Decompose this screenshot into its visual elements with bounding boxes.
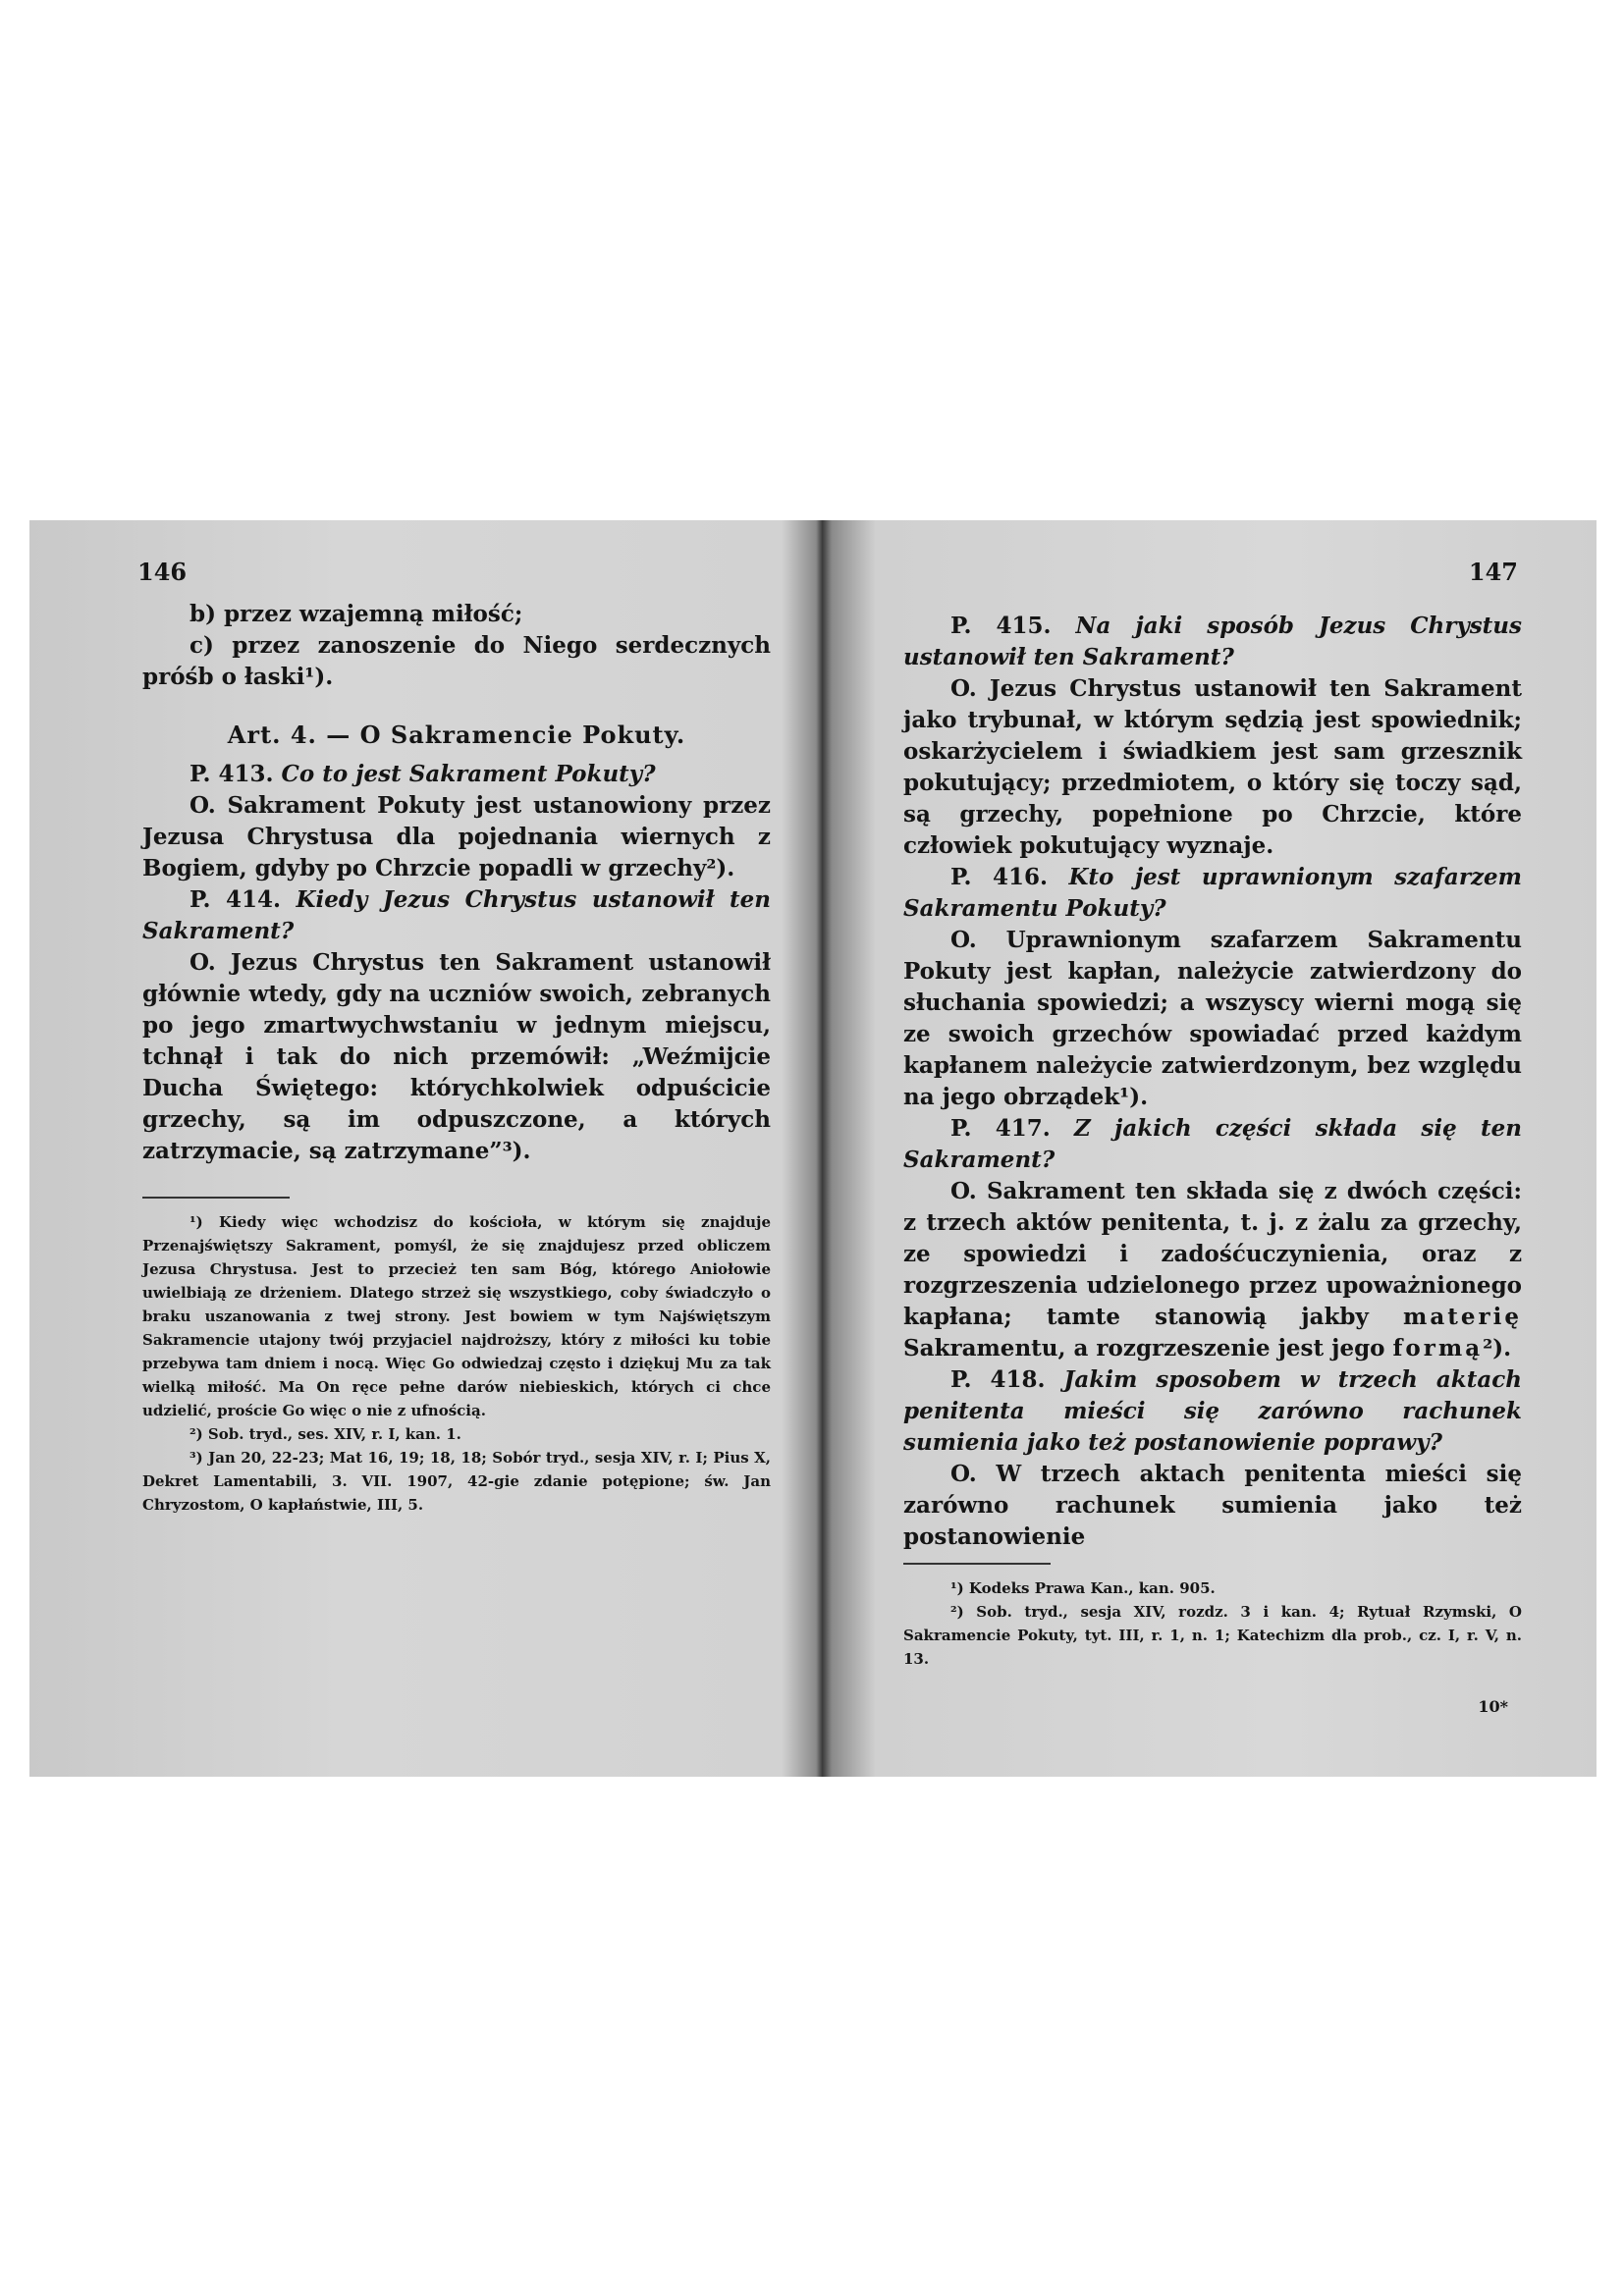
question-418: P. 418. Jakim sposobem w trzech aktach penitenta mieści się zarówno rachunek sumienia jako też postanowienie poprawy? — [903, 1366, 1522, 1456]
answer-416: O. Uprawnionym szafarzem Sakramentu Pokuty jest kapłan, należycie zatwierdzony do słuchania spowiedzi; a wszyscy wierni mogą się ze swoich grzechów spowiadać przed każdym kapłanem należycie zatwierdzonym, bez względu na jego obrządek¹). — [903, 927, 1522, 1110]
question-416: P. 416. Kto jest uprawnionym szafarzem Sakramentu Pokuty? — [903, 864, 1522, 922]
footnote-divider — [142, 1197, 290, 1199]
page-number: 147 — [1468, 558, 1518, 586]
footnote-1: ¹) Kiedy więc wchodzisz do kościoła, w którym się znajduje Przenajświętszy Sakrament, pomyśl, że się znajdujesz przed obliczem Jezusa Chrystusa. Jest to przecież ten sam Bóg, którego Aniołowie uwielbiają ze drżeniem. Dlatego strzeż się wszystkiego, coby świadczyło o braku uszanowania z twej strony. Jest bowiem w tym Najświętszym Sakramencie utajony twój przyjaciel najdroższy, który z miłości ku tobie przebywa tam dniem i nocą. Więc Go odwiedzaj często i dziękuj Mu za tak wielką miłość. Ma On ręce pełne darów niebieskich, których ci chce udzielić, proście Go więc o nie z ufnością. — [142, 1213, 771, 1419]
right-column — [903, 611, 1522, 1671]
article-heading: Art. 4. — O Sakramencie Pokuty. — [227, 721, 686, 749]
question-417: P. 417. Z jakich części składa się ten Sakrament? — [903, 1115, 1522, 1173]
printer-signature-mark: 10* — [1478, 1697, 1508, 1716]
footnote-1: ¹) Kodeks Prawa Kan., kan. 905. — [950, 1579, 1216, 1597]
answer-415: O. Jezus Chrystus ustanowił ten Sakrament jako trybunał, w którym sędzią jest spowiednik; oskarżycielem i świadkiem jest sam grzesznik pokutujący; przedmiotem, o który się toczy sąd, są grzechy, popełnione po Chrzcie, które człowiek pokutujący wyznaje. — [903, 675, 1522, 859]
spaced-term-forma: formą — [1392, 1335, 1484, 1362]
footnote-3: ³) Jan 20, 22-23; Mat 16, 19; 18, 18; Sobór tryd., sesja XIV, r. I; Pius X, Dekret Lamentabili, 3. VII. 1907, 42-gie zdanie potępione; św. Jan Chryzostom, O kapłaństwie, III, 5. — [142, 1449, 771, 1514]
left-column — [142, 599, 771, 1517]
question-414: P. 414. Kiedy Jezus Chrystus ustanowił ten Sakrament? — [142, 886, 772, 944]
spaced-term-materie: materię — [1402, 1304, 1522, 1330]
footnote-divider — [903, 1563, 1051, 1565]
footnote-2: ²) Sob. tryd., ses. XIV, r. I, kan. 1. — [189, 1425, 461, 1443]
question-413: P. 413. Co to jest Sakrament Pokuty? — [189, 761, 656, 787]
answer-417: O. Sakrament ten składa się z dwóch części: z trzech aktów penitenta, t. j. z żalu za grzechy, ze spowiedzi i zadośćuczynienia, oraz z rozgrzeszenia udzielonego przez upoważnionego kapłana; tamte stanowią jakby materię Sakramentu, a rozgrzeszenie jest jego formą²). — [903, 1178, 1522, 1362]
left-page — [29, 520, 815, 1777]
list-item-c: c) przez zanoszenie do Niego serdecznych próśb o łaski¹). — [142, 632, 771, 690]
answer-418: O. W trzech aktach penitenta mieści się zarówno rachunek sumienia jako też postanowienie — [903, 1461, 1522, 1550]
book-scan — [29, 520, 1597, 1777]
answer-414: O. Jezus Chrystus ten Sakrament ustanowił głównie wtedy, gdy na uczniów swoich, zebranych po jego zmartwychwstaniu w jednym miejscu, tchnął i tak do nich przemówił: „Weźmijcie Ducha Świętego: którychkolwiek odpuścicie grzechy, są im odpuszczone, a których zatrzymacie, są zatrzymane”³). — [142, 949, 771, 1164]
answer-413: O. Sakrament Pokuty jest ustanowiony przez Jezusa Chrystusa dla pojednania wiernych z Bogiem, gdyby po Chrzcie popadli w grzechy²). — [142, 792, 771, 881]
page-number: 146 — [137, 558, 188, 586]
right-page — [815, 520, 1597, 1777]
list-item-b: b) przez wzajemną miłość; — [189, 601, 523, 627]
question-415: P. 415. Na jaki sposób Jezus Chrystus ustanowił ten Sakrament? — [903, 613, 1522, 670]
footnote-2: ²) Sob. tryd., sesja XIV, rozdz. 3 i kan. 4; Rytuał Rzymski, O Sakramencie Pokuty, tyt. III, r. 1, n. 1; Katechizm dla prob., cz. I, r. V, n. 13. — [903, 1603, 1522, 1668]
